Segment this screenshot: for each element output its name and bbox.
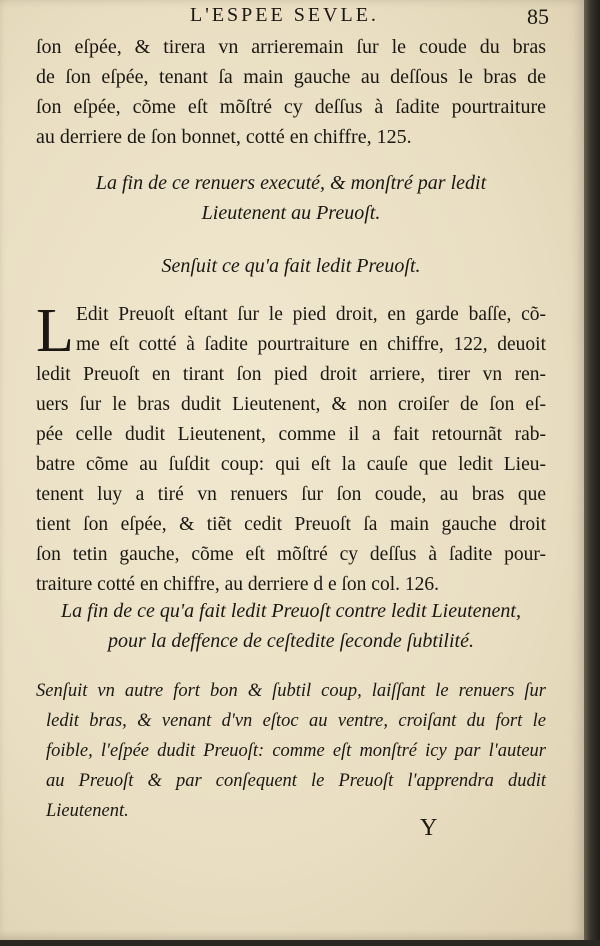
signature-mark: Y [420,815,438,841]
text-line: batre cõme au ſuſdit coup: qui eſt la cauſe que ledit Lieu- [36,454,546,475]
text-line: ſon tetin gauche, cõme eſt mõſtré cy deſſus à ſadite pour- [36,544,546,565]
opening-paragraph [36,32,546,152]
text-line: tenent luy a tiré vn renuers ſur ſon coude, au bras que [36,484,546,505]
text-line: traiture cotté en chiffre, au derriere d e ſon col. 126. [36,574,439,595]
page-header [0,4,584,32]
text-line: de ſon eſpée, tenant ſa main gauche au deſſous le bras de [36,66,546,88]
final-paragraph [36,676,546,826]
heading-line: La fin de ce renuers executé, & monſtré par ledit [95,172,487,194]
text-line: uers ſur le bras dudit Lieutenent, & non croiſer de ſon eſ- [36,394,546,415]
text-line: ledit bras, & venant d'vn eſtoc au ventre, croiſant du fort le [46,711,546,731]
text-line: foible, l'eſpée dudit Preuoſt: comme eſt monſtré icy par l'auteur [46,741,546,761]
text-line: Lieutenent. [46,801,129,821]
text-line: pée celle dudit Lieutenent, comme il a fait retournãt rab- [36,424,546,445]
book-spine-edge [584,0,600,946]
heading-line: pour la deffence de ceſtedite ſeconde ſubtilité. [108,630,474,652]
section-heading-2 [36,251,546,281]
section-heading-1 [36,168,546,228]
heading-line: Lieutenent au Preuoſt. [201,202,381,224]
text-line: Senſuit vn autre fort bon & ſubtil coup, laiſſant le renuers ſur [36,681,546,701]
text-line: ſon eſpée, & tirera vn arrieremain ſur le coude du bras [36,36,546,58]
page-bottom-edge [0,940,600,946]
main-paragraph [36,297,546,600]
text-line: tient ſon eſpée, & tiẽt cedit Preuoſt ſa main gauche droit [36,514,546,535]
text-line: ledit Preuoſt en tirant ſon pied droit arriere, tirer vn ren- [36,364,546,385]
heading-line: Senſuit ce qu'a fait ledit Preuoſt. [161,255,421,277]
text-line: ſon eſpée, cõme eſt mõſtré cy deſſus à ſadite pourtraiture [36,96,546,118]
text-line: au Preuoſt & par conſequent le Preuoſt l'apprendra dudit [46,771,546,791]
section-heading-3 [36,596,546,656]
text-line: Edit Preuoſt eſtant ſur le pied droit, en garde baſſe, cõ- [76,304,546,325]
text-line: me eſt cotté à ſadite pourtraiture en chiffre, 122, deuoit [76,334,546,355]
drop-cap: L [36,297,74,365]
heading-line: La fin de ce qu'a fait ledit Preuoſt contre ledit Lieutenent, [61,600,521,622]
text-line: au derriere de ſon bonnet, cotté en chiffre, 125. [36,126,412,148]
page-number: 85 [527,4,549,29]
running-head: L'ESPEE SEVLE. [190,4,379,26]
